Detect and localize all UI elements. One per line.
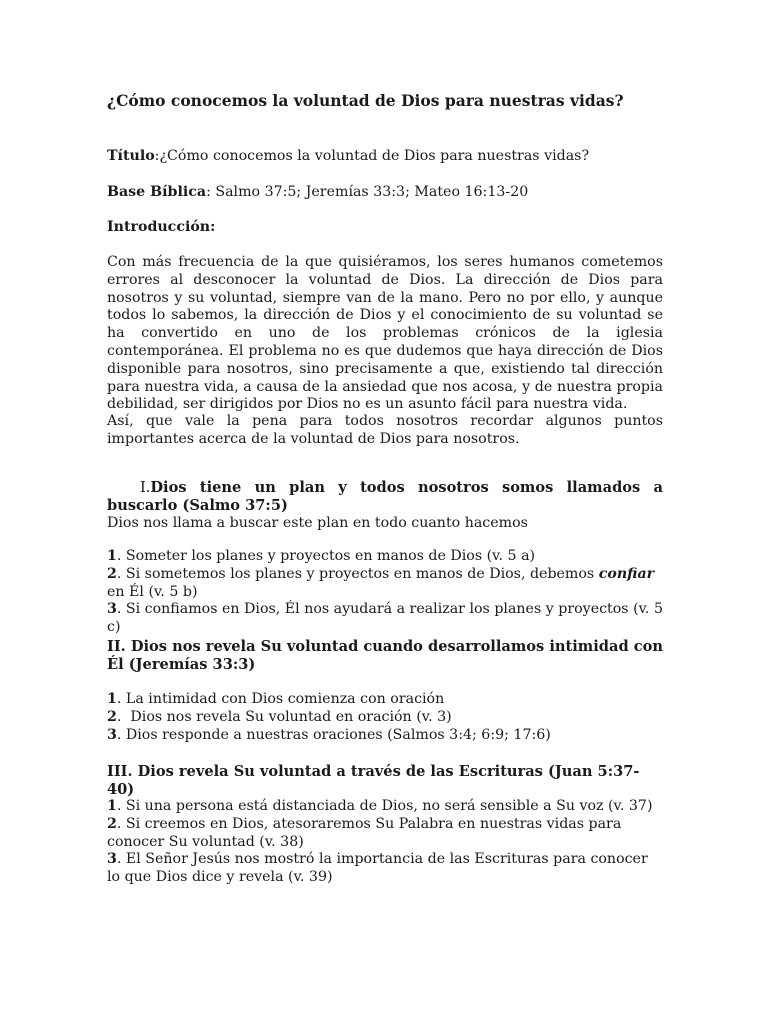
list-item [107,566,663,602]
item-number: 1 [107,798,117,814]
section-2-list [107,691,663,744]
section-1-numeral: I. [140,479,151,496]
item-emphasis: confiar [598,565,655,582]
list-item [107,816,663,852]
introduccion-label: Introducción: [107,219,216,235]
titulo-sep: : [154,148,160,164]
item-text-end: en Él (v. 5 b) [107,583,198,600]
section-3-list [107,798,663,887]
base-biblica-label: Base Bíblica [107,184,207,200]
section-1 [107,479,663,532]
item-text: . Dios responde a nuestras oraciones (Salmos 3:4; 6:9; 17:6) [116,726,551,743]
section-1-list [107,548,663,637]
base-biblica-value: Salmo 37:5; Jeremías 33:3; Mateo 16:13-20 [210,184,529,200]
item-text: . Si una persona está distanciada de Dios, no será sensible a Su voz (v. 37) [116,798,653,814]
item-text: . El Señor Jesús nos mostró la importancia de las Escrituras para conocer lo que Dios dice y revela (v. 39) [107,851,648,886]
document-title: ¿Cómo conocemos la voluntad de Dios para nuestras vidas? [107,91,624,110]
item-number: 1 [107,548,117,564]
base-biblica-line [107,184,663,202]
list-item [107,709,663,727]
item-number: 1 [107,691,117,707]
section-1-heading-line-2: buscarlo (Salmo 37:5) [107,496,288,514]
section-2-heading: II. Dios nos revela Su voluntad cuando desarrollamos intimidad con Él (Jeremías 33:3) [107,638,663,673]
intro-paragraph-2: Así, que vale la pena para todos nosotros recordar algunos puntos importantes acerca de la voluntad de Dios para nosotros. [107,413,663,447]
item-number: 2 [107,815,117,832]
item-number: 2 [107,708,117,725]
item-number: 3 [107,601,117,618]
list-item [107,548,663,566]
list-item [107,601,663,637]
item-text: . Si sometemos los planes y proyectos en manos de Dios, debemos [116,565,599,582]
item-text: . Si confiamos en Dios, Él nos ayudará a realizar los planes y proyectos (v. 5 c) [107,601,663,636]
list-item [107,727,663,745]
item-number: 3 [107,726,117,743]
section-1-subtitle: Dios nos llama a buscar este plan en todo cuanto hacemos [107,514,528,531]
item-text: . Si creemos en Dios, atesoraremos Su Palabra en nuestras vidas para conocer Su voluntad (v. 38) [107,815,622,850]
list-item [107,691,663,709]
item-text: . Someter los planes y proyectos en manos de Dios (v. 5 a) [116,548,536,564]
list-item [107,851,663,887]
section-1-heading-text: Dios tiene un plan y todos nosotros somos llamados a [150,479,663,496]
titulo-line [107,148,663,166]
intro-paragraph-1: Con más frecuencia de la que quisiéramos, los seres humanos cometemos errores al desconocer la voluntad de Dios. La dirección de Dios para nosotros y su voluntad, siempre van de la mano. Pero no por ello, y aunque todos lo sabemos, la dirección de Dios y el conocimiento de su voluntad se ha convertido en uno de los problemas crónicos de la iglesia contemporánea. El problema no es que dudemos que haya dirección de Dios disponible para nosotros, sino precisamente a que, existiendo tal dirección para nuestra vida, a causa de la ansiedad que nos acosa, y de nuestra propia debilidad, ser dirigidos por Dios no es un asunto fácil para nuestra vida. [107,254,663,413]
section-3-heading: III. Dios revela Su voluntad a través de las Escrituras (Juan 5:37-40) [107,763,640,798]
item-number: 2 [107,565,117,582]
titulo-label: Título [107,148,155,164]
item-number: 3 [107,851,117,868]
list-item [107,798,663,816]
item-text: . Dios nos revela Su voluntad en oración (v. 3) [116,708,452,725]
base-biblica-sep: : [206,184,211,200]
titulo-value: ¿Cómo conocemos la voluntad de Dios para nuestras vidas? [159,148,590,164]
section-1-heading-line-1 [107,479,663,497]
item-text: . La intimidad con Dios comienza con oración [116,691,445,707]
